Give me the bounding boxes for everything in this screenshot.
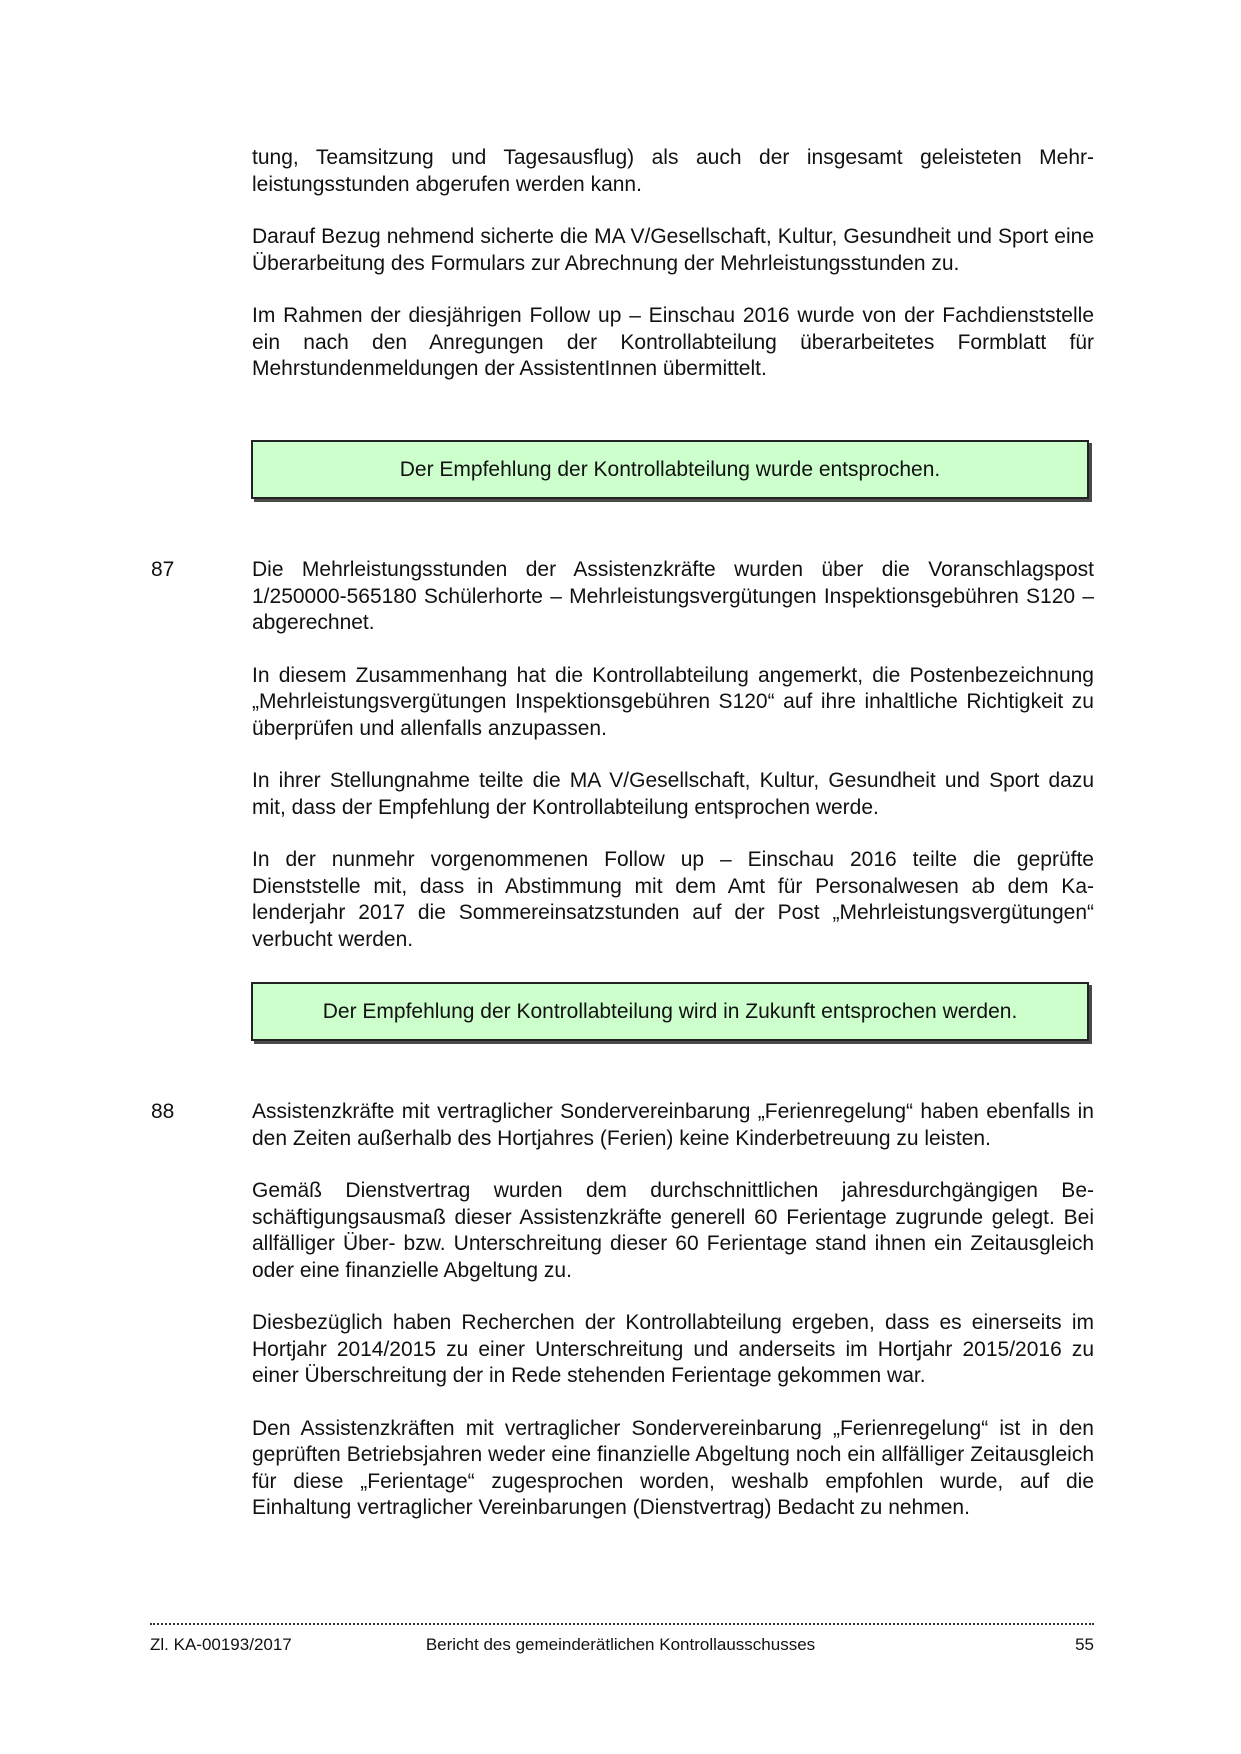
item-87-paragraph-3: In ihrer Stellungnahme teilte die MA V/Gesellschaft, Kultur, Gesundheit und Sport dazu mit, dass der Empfehlung der Kontrollabteilung entsprochen werde. xyxy=(252,769,1094,819)
item-88-section xyxy=(252,1099,1094,1522)
intro-section xyxy=(252,145,1094,383)
footer-reference: Zl. KA-00193/2017 xyxy=(150,1635,292,1654)
footer-divider xyxy=(150,1623,1094,1625)
item-87-section xyxy=(252,557,1094,953)
footer-page-number: 55 xyxy=(1075,1635,1094,1654)
item-number-88: 88 xyxy=(151,1100,175,1123)
item-88-paragraph-2: Gemäß Dienstvertrag wurden dem durchschnittlichen jahresdurchgängigen Beschäftigungsausmaß dieser Assistenzkräfte generell 60 Ferientage zugrunde gelegt. Bei allfälliger Über- bzw. Unterschreitung dieser 60 Ferientage stand ihnen ein Zeitausgleich oder eine finanzielle Abgeltung zu. xyxy=(252,1179,1094,1282)
intro-paragraph-2: Darauf Bezug nehmend sicherte die MA V/Gesellschaft, Kultur, Gesundheit und Sport eine Überarbeitung des Formulars zur Abrechnung der Mehrleistungsstunden zu. xyxy=(252,225,1094,275)
recommendation-text-intro: Der Empfehlung der Kontrollabteilung wurde entsprochen. xyxy=(399,457,941,481)
footer-title: Bericht des gemeinderätlichen Kontrollausschusses xyxy=(425,1635,816,1654)
recommendation-box-87 xyxy=(251,982,1089,1041)
intro-paragraph-3: Im Rahmen der diesjährigen Follow up – Einschau 2016 wurde von der Fachdienststelle ein nach den Anregungen der Kontrollabteilung überarbeitetes Formblatt für Mehrstundenmeldungen der AssistentInnen übermittelt. xyxy=(252,304,1094,380)
item-87-paragraph-2: In diesem Zusammenhang hat die Kontrollabteilung angemerkt, die Postenbezeichnung „Mehrleistungsvergütungen Inspektionsgebühren S120“ auf ihre inhaltliche Richtigkeit zu überprüfen und allenfalls anzupassen. xyxy=(252,663,1094,740)
item-87-paragraph-1: Die Mehrleistungsstunden der Assistenzkräfte wurden über die Voranschlagspost 1/250000-565180 Schülerhorte – Mehrleistungsvergütungen Inspektionsgebühren S120 – abgerechnet. xyxy=(252,558,1094,634)
item-88-paragraph-3: Diesbezüglich haben Recherchen der Kontrollabteilung ergeben, dass es einerseits im Hortjahr 2014/2015 zu einer Unterschreitung und anderseits im Hortjahr 2015/2016 zu einer Überschreitung der in Rede stehenden Ferientage gekommen war. xyxy=(252,1311,1094,1387)
recommendation-box-intro xyxy=(251,440,1089,499)
item-88-paragraph-4: Den Assistenzkräften mit vertraglicher Sondervereinbarung „Ferienregelung“ ist in den geprüften Betriebsjahren weder eine finanzielle Abgeltung noch ein allfälliger Zeitausgleich für diese „Ferientage“ zugesprochen worden, weshalb empfohlen wurde, auf die Einhaltung vertraglicher Vereinbarungen (Dienstvertrag) Bedacht zu nehmen. xyxy=(252,1416,1094,1519)
recommendation-text-87: Der Empfehlung der Kontrollabteilung wird in Zukunft entsprochen werden. xyxy=(322,999,1018,1023)
item-number-87: 87 xyxy=(151,558,175,581)
item-87-paragraph-4: In der nunmehr vorgenommenen Follow up – Einschau 2016 teilte die geprüfte Dienststelle mit, dass in Abstimmung mit dem Amt für Personalwesen ab dem Kalenderjahr 2017 die Sommereinsatzstunden auf der Post „Mehrleistungsvergütungen“ verbucht werden. xyxy=(252,848,1094,951)
item-88-paragraph-1: Assistenzkräfte mit vertraglicher Sondervereinbarung „Ferienregelung“ haben ebenfalls in den Zeiten außerhalb des Hortjahres (Ferien) keine Kinderbetreuung zu leisten. xyxy=(252,1100,1094,1150)
intro-paragraph-1: tung, Teamsitzung und Tagesausflug) als auch der insgesamt geleisteten Mehrleistungsstunden abgerufen werden kann. xyxy=(252,146,1094,196)
